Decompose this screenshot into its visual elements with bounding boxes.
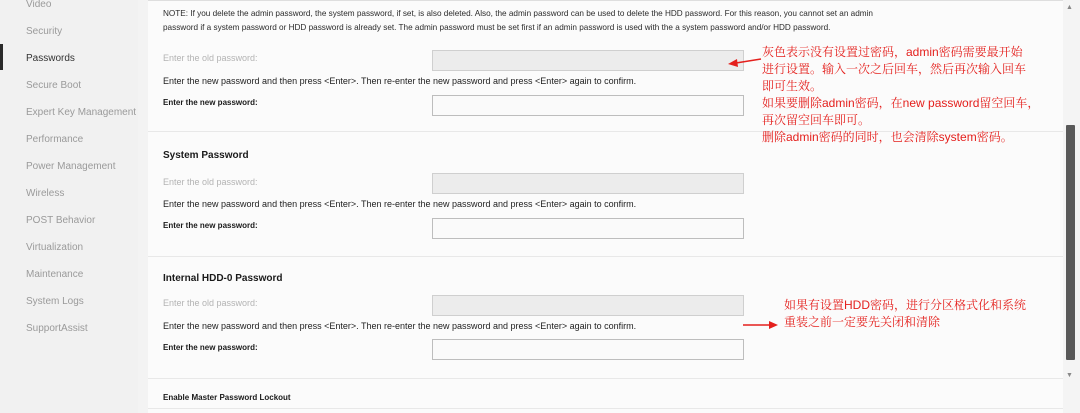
sidebar-item-performance[interactable]: Performance [26,134,84,145]
system-new-password-input[interactable] [433,220,743,239]
hdd-annotation-line: 如果有设置HDD密码，进行分区格式化和系统 [784,298,1026,312]
sidebar-item-maintenance[interactable]: Maintenance [26,269,84,280]
admin-new-password-input[interactable] [433,97,743,116]
system-new-password-label: Enter the new password: [163,221,258,230]
section-divider [148,256,1066,257]
hdd-new-password-label: Enter the new password: [163,343,258,352]
system-password-title: System Password [163,150,249,161]
admin-annotation-line: 即可生效。 [762,79,823,93]
admin-new-password-field[interactable] [432,95,744,116]
admin-note-line-1: NOTE: If you delete the admin password, the system password, if set, is also deleted. Also, the admin password can be used to delete the HDD password. For this reason, you cannot set an admin [163,9,873,18]
admin-old-password-input[interactable] [433,52,743,71]
hdd-new-password-input[interactable] [433,341,743,360]
hdd-new-password-field[interactable] [432,339,744,360]
system-old-password-field[interactable] [432,173,744,194]
sidebar-item-passwords[interactable]: Passwords [26,53,75,64]
sidebar-item-security[interactable]: Security [26,26,63,37]
scrollbar-thumb[interactable] [1066,125,1075,360]
master-password-lockout-title[interactable]: Enable Master Password Lockout [163,393,291,402]
sidebar-item-supportassist[interactable]: SupportAssist [26,323,88,334]
panel-top-border [148,0,1066,1]
scroll-up-arrow-icon[interactable]: ▲ [1066,4,1073,11]
sidebar-item-virtualization[interactable]: Virtualization [26,242,84,253]
system-new-password-field[interactable] [432,218,744,239]
hdd-old-password-input[interactable] [433,297,743,316]
hdd-instruction: Enter the new password and then press <Enter>. Then re-enter the new password and press <Enter> again to confirm. [163,321,637,331]
hdd-old-password-label: Enter the old password: [163,298,258,308]
sidebar-item-system-logs[interactable]: System Logs [26,296,84,307]
system-old-password-label: Enter the old password: [163,177,258,187]
sidebar-item-post-behavior[interactable]: POST Behavior [26,215,96,226]
settings-sidebar [0,0,138,413]
admin-instruction: Enter the new password and then press <Enter>. Then re-enter the new password and press <Enter> again to confirm. [163,76,637,86]
sidebar-item-power-management[interactable]: Power Management [26,161,116,172]
admin-annotation-line: 如果要删除admin密码，在new password留空回车， [762,96,1040,110]
section-divider [148,408,1066,409]
sidebar-item-secure-boot[interactable]: Secure Boot [26,80,82,91]
admin-note-line-2: password if a system password or HDD password is already set. The admin password must be set first if an admin password is used with the a system password and/or HDD password. [163,23,831,32]
active-item-marker [0,44,3,70]
system-old-password-input[interactable] [433,175,743,194]
hdd-annotation-arrow-icon [743,318,779,332]
sidebar-item-video[interactable]: Video [26,0,52,10]
admin-annotation-arrow-icon [728,54,762,68]
sidebar-item-expert-key-management[interactable]: Expert Key Management [26,107,137,118]
hdd-password-title: Internal HDD-0 Password [163,273,283,284]
admin-annotation [762,44,1039,146]
admin-annotation-line: 进行设置。输入一次之后回车，然后再次输入回车 [762,62,1027,76]
admin-annotation-line: 再次留空回车即可。 [762,113,871,127]
scroll-down-arrow-icon[interactable]: ▼ [1066,372,1073,379]
admin-old-password-field[interactable] [432,50,744,71]
admin-annotation-line: 删除admin密码的同时，也会清除system密码。 [762,130,1013,144]
hdd-annotation [784,297,1026,331]
admin-new-password-label: Enter the new password: [163,98,258,107]
sidebar-item-wireless[interactable]: Wireless [26,188,65,199]
system-instruction: Enter the new password and then press <Enter>. Then re-enter the new password and press <Enter> again to confirm. [163,199,637,209]
admin-old-password-label: Enter the old password: [163,53,258,63]
admin-annotation-line: 灰色表示没有设置过密码，admin密码需要最开始 [762,45,1023,59]
hdd-annotation-line: 重装之前一定要先关闭和清除 [784,315,941,329]
hdd-old-password-field[interactable] [432,295,744,316]
section-divider [148,378,1066,379]
